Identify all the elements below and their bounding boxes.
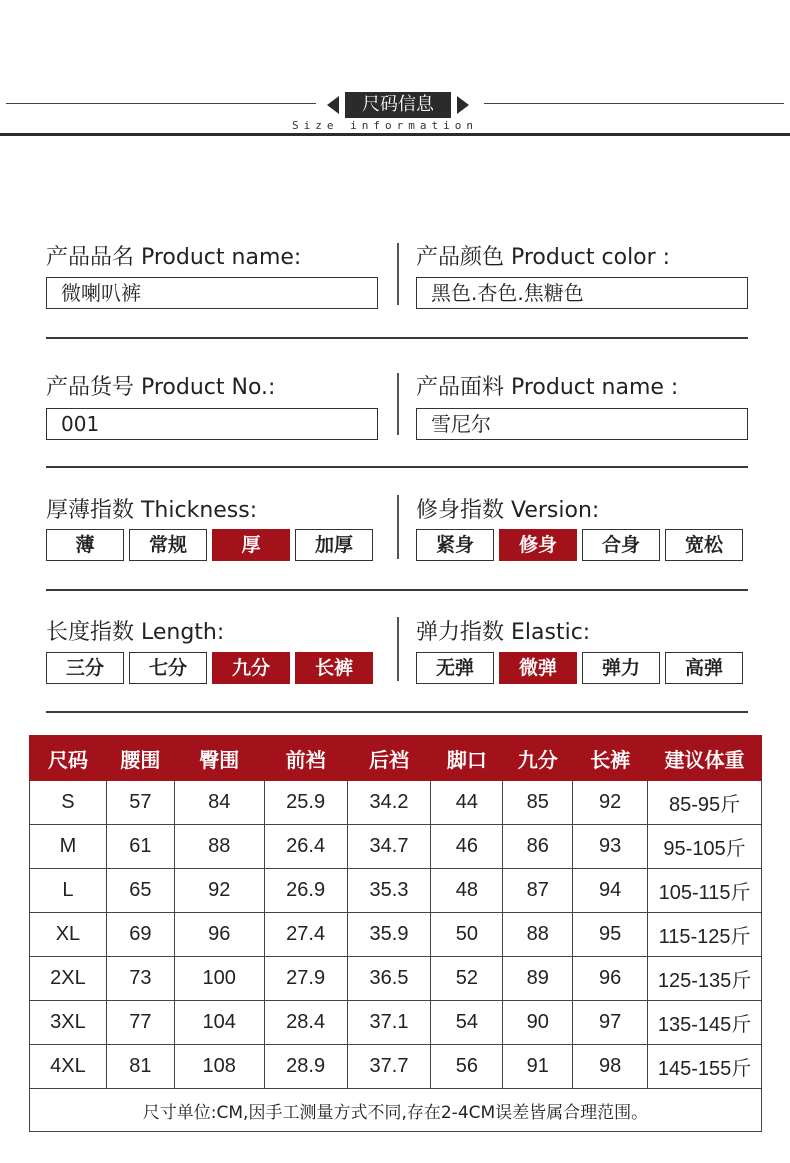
version-option-tight: 紧身 bbox=[416, 529, 494, 561]
table-cell: 36.5 bbox=[347, 957, 431, 1001]
table-row bbox=[30, 913, 762, 957]
product-color-label: 产品颜色 Product color : bbox=[416, 245, 671, 270]
table-cell: 92 bbox=[174, 869, 264, 913]
table-cell: 37.1 bbox=[347, 1001, 431, 1045]
table-cell: 26.4 bbox=[264, 825, 347, 869]
header-subtitle: Size information bbox=[292, 119, 478, 132]
header-line-right bbox=[484, 103, 784, 104]
version-option-slim: 修身 bbox=[499, 529, 577, 561]
table-cell: 97 bbox=[573, 1001, 648, 1045]
header-right-arrow-icon bbox=[457, 96, 469, 114]
elastic-options bbox=[416, 652, 743, 684]
header-cell: 后裆 bbox=[347, 736, 431, 781]
table-row bbox=[30, 781, 762, 825]
table-cell: 135-145斤 bbox=[648, 1001, 762, 1045]
header-title: 尺码信息 bbox=[345, 92, 451, 118]
product-color-field: 黑色.杏色.焦糖色 bbox=[416, 277, 748, 309]
header-divider bbox=[0, 133, 790, 136]
version-label: 修身指数 Version: bbox=[416, 498, 600, 523]
table-cell: 57 bbox=[106, 781, 174, 825]
length-option-seven-tenths: 七分 bbox=[129, 652, 207, 684]
length-option-nine-tenths: 九分 bbox=[212, 652, 290, 684]
table-cell: 94 bbox=[573, 869, 648, 913]
product-name-label: 产品品名 Product name: bbox=[46, 245, 302, 270]
info-separator-2 bbox=[397, 373, 399, 435]
table-cell: 48 bbox=[431, 869, 503, 913]
table-cell: 89 bbox=[503, 957, 573, 1001]
table-cell: 86 bbox=[503, 825, 573, 869]
thickness-option-thin: 薄 bbox=[46, 529, 124, 561]
table-cell: 125-135斤 bbox=[648, 957, 762, 1001]
fabric-label: 产品面料 Product name : bbox=[416, 375, 679, 400]
table-cell: 96 bbox=[573, 957, 648, 1001]
table-cell: 28.4 bbox=[264, 1001, 347, 1045]
table-cell: 44 bbox=[431, 781, 503, 825]
table-note: 尺寸单位:CM,因手工测量方式不同,存在2-4CM误差皆属合理范围。 bbox=[30, 1089, 762, 1132]
header-cell: 臀围 bbox=[174, 736, 264, 781]
table-cell: 104 bbox=[174, 1001, 264, 1045]
table-cell: 46 bbox=[431, 825, 503, 869]
table-cell: 4XL bbox=[30, 1045, 107, 1089]
table-cell: 69 bbox=[106, 913, 174, 957]
table-cell: 2XL bbox=[30, 957, 107, 1001]
table-cell: 84 bbox=[174, 781, 264, 825]
length-label: 长度指数 Length: bbox=[46, 620, 225, 645]
index-divider-1 bbox=[46, 589, 748, 591]
table-cell: 100 bbox=[174, 957, 264, 1001]
table-cell: 85-95斤 bbox=[648, 781, 762, 825]
table-row bbox=[30, 1001, 762, 1045]
table-row bbox=[30, 825, 762, 869]
table-cell: M bbox=[30, 825, 107, 869]
table-cell: 3XL bbox=[30, 1001, 107, 1045]
table-cell: 73 bbox=[106, 957, 174, 1001]
header-cell: 尺码 bbox=[30, 736, 107, 781]
length-options bbox=[46, 652, 373, 684]
table-cell: 37.7 bbox=[347, 1045, 431, 1089]
table-cell: 25.9 bbox=[264, 781, 347, 825]
elastic-option-stretch: 弹力 bbox=[582, 652, 660, 684]
index-separator-1 bbox=[397, 495, 399, 559]
elastic-option-slight: 微弹 bbox=[499, 652, 577, 684]
table-cell: 52 bbox=[431, 957, 503, 1001]
table-row bbox=[30, 957, 762, 1001]
thickness-label: 厚薄指数 Thickness: bbox=[46, 498, 258, 523]
header-left-arrow-icon bbox=[327, 96, 339, 114]
thickness-options bbox=[46, 529, 373, 561]
version-option-fitted: 合身 bbox=[582, 529, 660, 561]
table-cell: 87 bbox=[503, 869, 573, 913]
header-line-left bbox=[6, 103, 316, 104]
length-option-full-length: 长裤 bbox=[295, 652, 373, 684]
product-no-label: 产品货号 Product No.: bbox=[46, 375, 276, 400]
table-cell: 61 bbox=[106, 825, 174, 869]
header-cell: 长裤 bbox=[573, 736, 648, 781]
table-cell: 93 bbox=[573, 825, 648, 869]
version-options bbox=[416, 529, 743, 561]
elastic-label: 弹力指数 Elastic: bbox=[416, 620, 591, 645]
table-cell: 77 bbox=[106, 1001, 174, 1045]
index-separator-2 bbox=[397, 617, 399, 681]
length-option-three-quarter-short: 三分 bbox=[46, 652, 124, 684]
table-cell: 145-155斤 bbox=[648, 1045, 762, 1089]
table-cell: 27.4 bbox=[264, 913, 347, 957]
table-cell: 35.3 bbox=[347, 869, 431, 913]
table-cell: 56 bbox=[431, 1045, 503, 1089]
product-no-field: 001 bbox=[46, 408, 378, 440]
table-cell: 92 bbox=[573, 781, 648, 825]
table-cell: 28.9 bbox=[264, 1045, 347, 1089]
table-row bbox=[30, 1045, 762, 1089]
table-cell: 91 bbox=[503, 1045, 573, 1089]
thickness-option-regular: 常规 bbox=[129, 529, 207, 561]
thickness-option-extra-thick: 加厚 bbox=[295, 529, 373, 561]
table-cell: 81 bbox=[106, 1045, 174, 1089]
header-cell: 建议体重 bbox=[648, 736, 762, 781]
table-cell: 50 bbox=[431, 913, 503, 957]
info-divider-2 bbox=[46, 466, 748, 468]
fabric-field: 雪尼尔 bbox=[416, 408, 748, 440]
table-row bbox=[30, 869, 762, 913]
index-divider-2 bbox=[46, 711, 748, 713]
table-cell: L bbox=[30, 869, 107, 913]
table-cell: 85 bbox=[503, 781, 573, 825]
table-cell: 27.9 bbox=[264, 957, 347, 1001]
table-cell: 26.9 bbox=[264, 869, 347, 913]
header-cell: 九分 bbox=[503, 736, 573, 781]
table-cell: 34.7 bbox=[347, 825, 431, 869]
header-cell: 腰围 bbox=[106, 736, 174, 781]
elastic-option-none: 无弹 bbox=[416, 652, 494, 684]
table-cell: XL bbox=[30, 913, 107, 957]
version-option-loose: 宽松 bbox=[665, 529, 743, 561]
header-cell: 前裆 bbox=[264, 736, 347, 781]
table-cell: 35.9 bbox=[347, 913, 431, 957]
size-table-header bbox=[30, 736, 762, 781]
table-cell: 105-115斤 bbox=[648, 869, 762, 913]
table-cell: 54 bbox=[431, 1001, 503, 1045]
table-cell: 96 bbox=[174, 913, 264, 957]
thickness-option-thick: 厚 bbox=[212, 529, 290, 561]
table-cell: 95 bbox=[573, 913, 648, 957]
table-cell: 34.2 bbox=[347, 781, 431, 825]
table-cell: 65 bbox=[106, 869, 174, 913]
table-cell: 115-125斤 bbox=[648, 913, 762, 957]
table-cell: 95-105斤 bbox=[648, 825, 762, 869]
table-cell: S bbox=[30, 781, 107, 825]
info-divider-1 bbox=[46, 337, 748, 339]
table-cell: 88 bbox=[174, 825, 264, 869]
table-cell: 98 bbox=[573, 1045, 648, 1089]
size-table bbox=[29, 735, 762, 1132]
info-separator-1 bbox=[397, 243, 399, 305]
table-cell: 108 bbox=[174, 1045, 264, 1089]
product-name-field: 微喇叭裤 bbox=[46, 277, 378, 309]
table-cell: 90 bbox=[503, 1001, 573, 1045]
elastic-option-high: 高弹 bbox=[665, 652, 743, 684]
table-cell: 88 bbox=[503, 913, 573, 957]
header-cell: 脚口 bbox=[431, 736, 503, 781]
table-note-row bbox=[30, 1089, 762, 1132]
